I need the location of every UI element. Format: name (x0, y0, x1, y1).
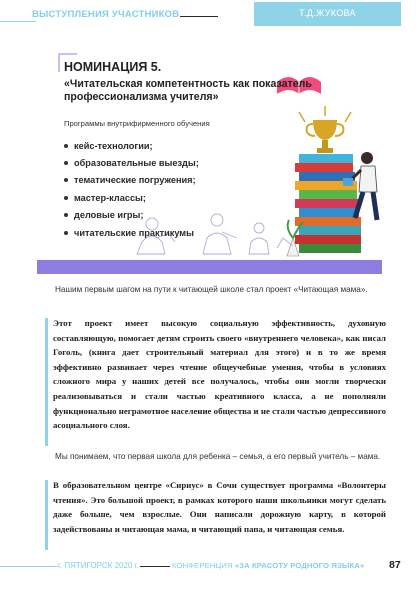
paragraph-intro-text: Нашим первым шагом на пути к читающей школе стал проект «Читающая мама». (55, 285, 368, 294)
list-item (64, 224, 199, 241)
footer-city: г. ПЯТИГОРСК 2020 г. (58, 561, 139, 570)
list-item (64, 137, 199, 154)
paragraph-sirius: В образовательном центре «Сириус» в Сочи существует программа «Волонтеры чтения». Это большой проект, в рамках которого наши школьники могут сделать даже больше, чем взрослые. Они написали дорожную карту, в которой задействованы и читающая мама, и читающий папа, и читающая семья. (53, 480, 386, 534)
list-item (64, 154, 199, 171)
paragraph-project: Этот проект имеет высокую социальную эффективность, духовную составляющую, помогает детям строить своего «внутреннего человека», как писал Гоголь, (книга дает строительный материал для этого) и в то же время эффективно развивает через чтение общеучебные умения, чтобы в условиях сложного мира у наших детей все получалось, чтобы они могли творчески реализовываться и стали частью креативного класса, а не пополняли функционально неграмотное население общества и не стали частью депрессивного асоциального слоя. (53, 318, 386, 431)
nomination-figure (37, 42, 382, 274)
bullet-icon (64, 196, 68, 200)
footer-conference-prefix: КОНФЕРЕНЦИЯ (172, 561, 235, 570)
paragraph-intro (45, 283, 386, 297)
figure-title: НОМИНАЦИЯ 5. (64, 60, 162, 74)
bullet-icon (64, 213, 68, 217)
bullet-icon (64, 161, 68, 165)
highlight-bar (45, 480, 48, 550)
list-item-text: тематические погружения; (74, 175, 196, 186)
trophy-icon (299, 106, 351, 153)
list-item-text: деловые игры; (74, 210, 144, 221)
list-item-text: читательские практикумы (74, 227, 194, 238)
list-item (64, 207, 199, 224)
figure-caption: Программы внутрифирменного обучения (64, 119, 210, 128)
bullet-icon (64, 178, 68, 182)
book-stack-icon (295, 154, 361, 253)
paragraph-family (45, 450, 386, 464)
footer-conference (172, 561, 364, 570)
running-header-author: Т.Д.ЖУКОВА (299, 8, 356, 18)
figure-list (64, 137, 199, 241)
list-item (64, 172, 199, 189)
running-header-section: ВЫСТУПЛЕНИЯ УЧАСТНИКОВ (32, 9, 180, 20)
page-number: 87 (389, 559, 401, 571)
footer-rule-left (0, 566, 58, 567)
list-item (64, 189, 199, 206)
header-author-box (254, 2, 401, 26)
header-edge-strip (0, 21, 36, 22)
footer-conference-name: «ЗА КРАСОТУ РОДНОГО ЯЗЫКА» (234, 561, 365, 570)
bullet-icon (64, 144, 68, 148)
figure-subtitle: «Читательская компетентность как показатель профессионализма учителя» (64, 78, 312, 103)
bullet-icon (64, 231, 68, 235)
footer-rule-mid (140, 566, 170, 567)
list-item-text: образовательные выезды; (74, 158, 199, 169)
list-item-text: мастер-классы; (74, 192, 146, 203)
paragraph-family-text: Мы понимаем, что первая школа для ребенка – семья, а его первый учитель – мама. (55, 452, 381, 461)
header-rule (180, 16, 218, 17)
list-item-text: кейс-технологии; (74, 140, 153, 151)
highlight-bar (45, 318, 48, 446)
